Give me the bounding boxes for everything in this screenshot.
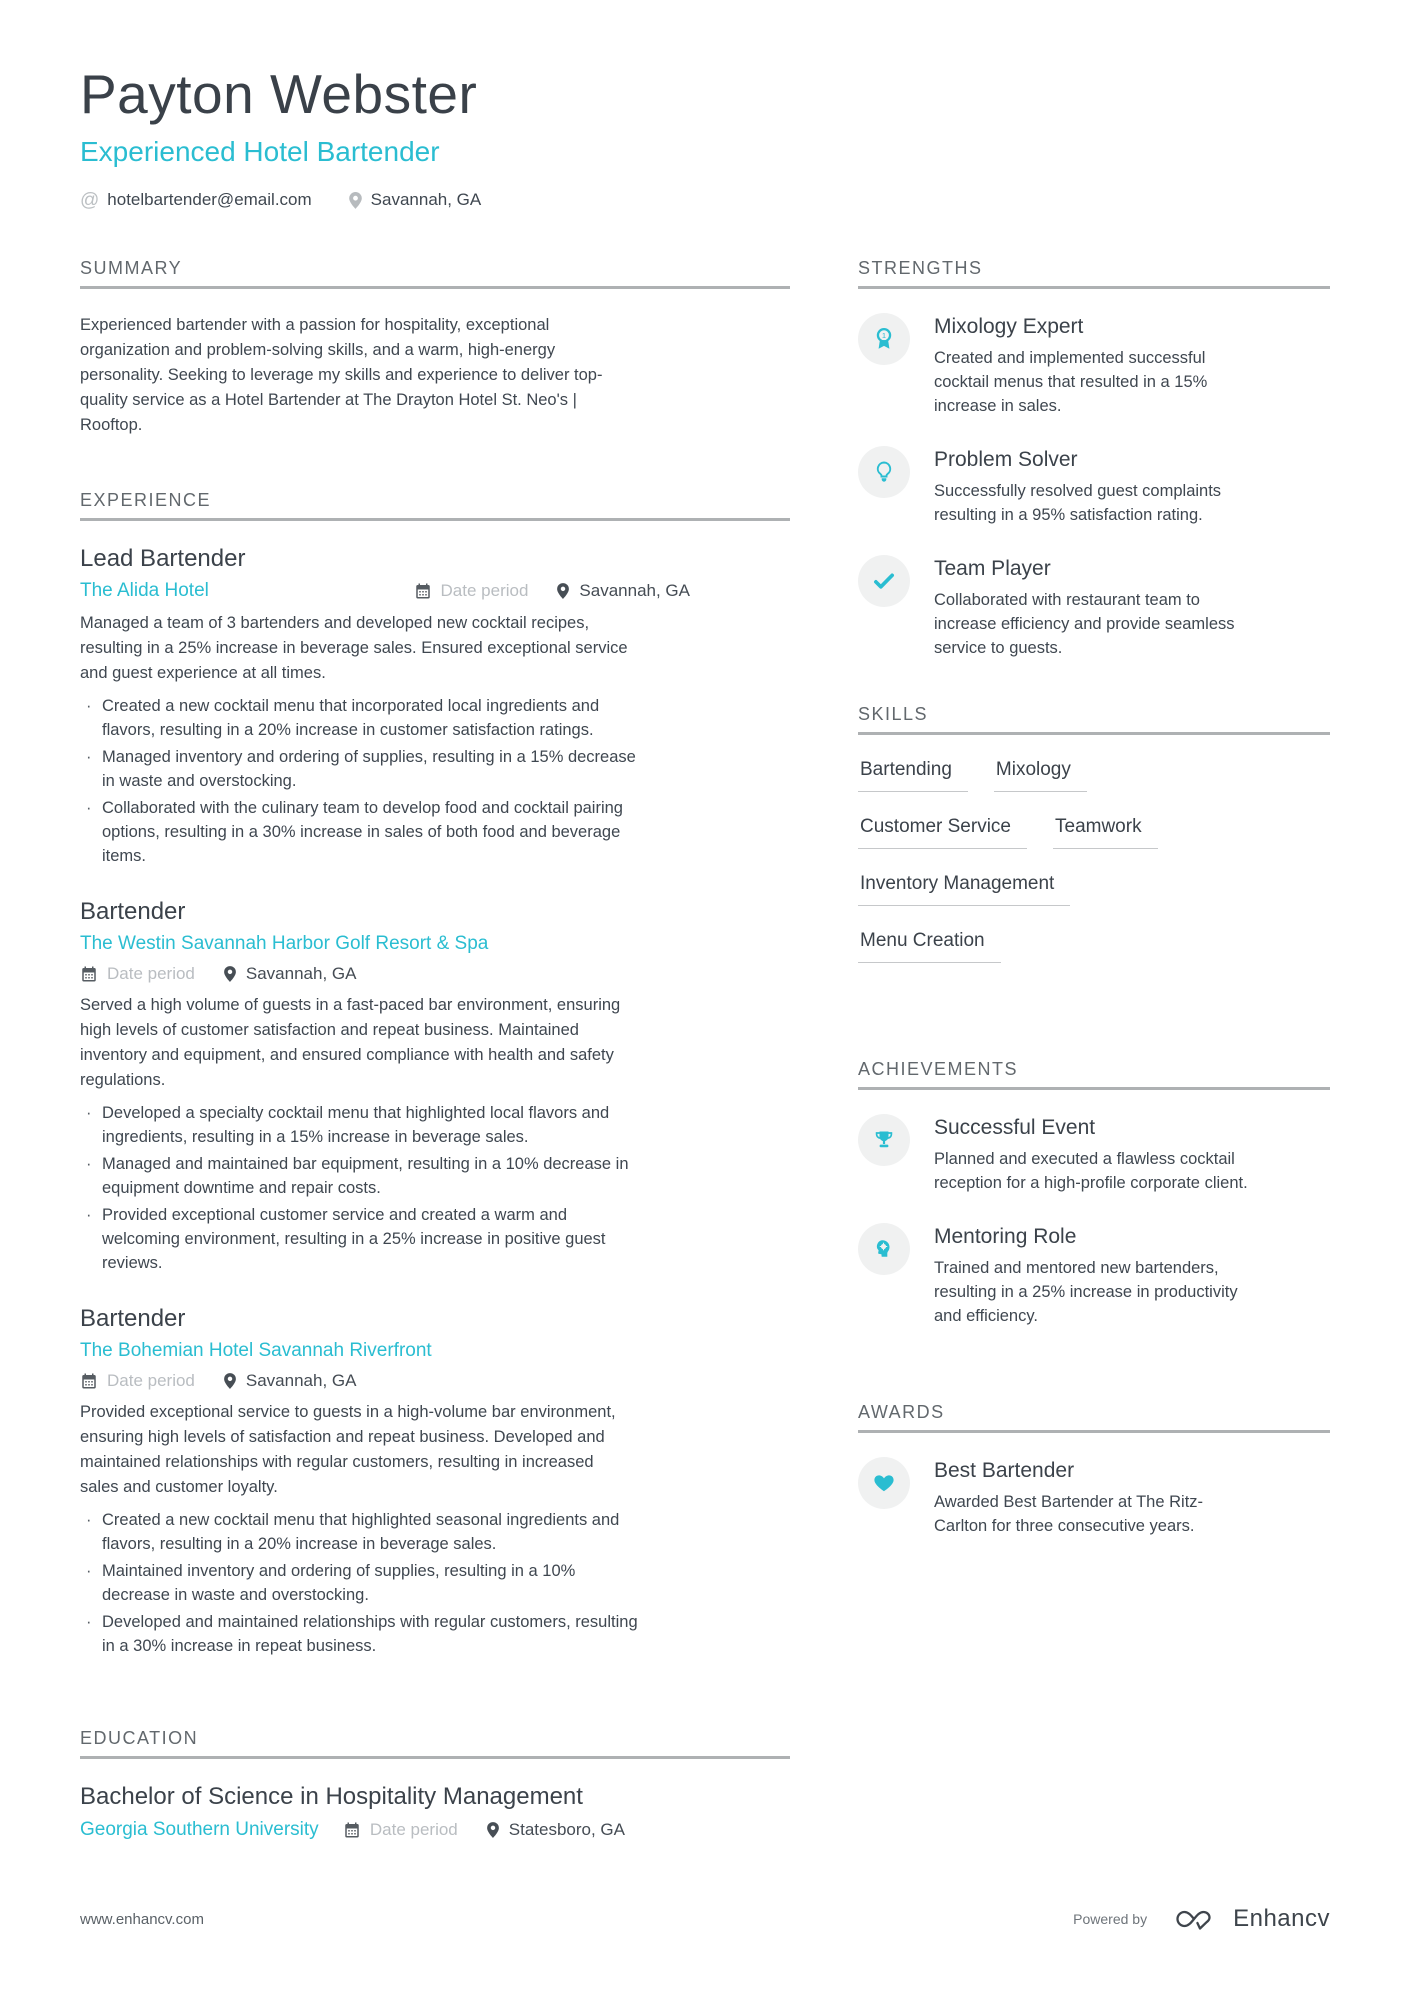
achievement-title: Successful Event [934, 1116, 1096, 1139]
pin-icon [486, 1821, 500, 1839]
person-name: Payton Webster [80, 63, 478, 125]
enhancv-infinity-logo-icon [1171, 1905, 1217, 1933]
job-meta [414, 581, 690, 601]
bullet-item: · Managed inventory and ordering of supplies, resulting in a 15% decrease in waste and overstocking. [80, 745, 642, 793]
experience-section [80, 490, 790, 1658]
bullet-item: · Maintained inventory and ordering of supplies, resulting in a 10% decrease in waste and overstocking. [80, 1559, 642, 1607]
strength-title: Problem Solver [934, 448, 1078, 471]
skills-section [858, 704, 1330, 963]
email-text: hotelbartender@email.com [107, 190, 312, 209]
lightbulb-icon [858, 446, 910, 498]
svg-text:1: 1 [881, 330, 887, 340]
bullet-item: · Developed and maintained relationships with regular customers, resulting in a 30% increase in repeat business. [80, 1610, 642, 1658]
footer-site-link[interactable]: www.enhancv.com [80, 1910, 204, 1928]
strength-title: Mixology Expert [934, 315, 1084, 338]
strength-title: Team Player [934, 557, 1051, 580]
achievements-heading: ACHIEVEMENTS [858, 1059, 1330, 1090]
strength-text: Successfully resolved guest complaints resulting in a 95% satisfaction rating. [934, 482, 1222, 524]
job-title: Bartender [80, 898, 186, 925]
bullet-item: · Created a new cocktail menu that highlighted seasonal ingredients and flavors, resulting in a 20% increase in beverage sales. [80, 1508, 642, 1556]
skills-list [858, 759, 1198, 963]
company-link: The Westin Savannah Harbor Golf Resort & Spa [80, 933, 489, 954]
school-link: Georgia Southern University [80, 1819, 319, 1840]
skill-item: Menu Creation [858, 930, 1001, 963]
bullet-item: · Created a new cocktail menu that incorporated local ingredients and flavors, resulting in a 20% increase in customer satisfaction ratings. [80, 694, 642, 742]
date-period-label: Date period [107, 964, 195, 983]
strength-text: Created and implemented successful cocktail menus that resulted in a 15% increase in sales. [934, 349, 1208, 415]
skills-heading: SKILLS [858, 704, 1330, 735]
strength-text: Collaborated with restaurant team to increase efficiency and provide seamless service to guests. [934, 591, 1235, 657]
calendar-icon [80, 1372, 98, 1390]
enhancv-wordmark: Enhancv [1233, 1905, 1330, 1932]
resume-body [0, 258, 1410, 1893]
pin-icon [556, 582, 570, 600]
job-bullet-list [80, 1508, 642, 1658]
footer-brand[interactable] [1073, 1905, 1330, 1933]
achievement-title: Mentoring Role [934, 1225, 1077, 1248]
skill-item: Customer Service [858, 816, 1027, 849]
education-heading: EDUCATION [80, 1728, 790, 1759]
contact-location [348, 190, 482, 210]
skill-item: Mixology [994, 759, 1087, 792]
achievement-text: Planned and executed a flawless cocktail reception for a high-profile corporate client. [934, 1150, 1248, 1192]
strengths-heading: STRENGTHS [858, 258, 1330, 289]
job-header-row [80, 933, 690, 955]
job-title: Bartender [80, 1305, 186, 1332]
bullet-item: · Developed a specialty cocktail menu that highlighted local flavors and ingredients, resulting in a 15% increase in beverage sales. [80, 1101, 642, 1149]
checkmark-icon [858, 555, 910, 607]
education-meta [343, 1820, 625, 1840]
education-header-row [80, 1819, 625, 1841]
education-section [80, 1728, 790, 1841]
heart-icon [858, 1457, 910, 1509]
calendar-icon [80, 965, 98, 983]
job-meta [80, 1371, 790, 1391]
summary-text: Experienced bartender with a passion for hospitality, exceptional organization and problem-solving skills, and a warm, high-energy personality. Seeking to leverage my skills and experience to deliver top-quality service as a Hotel Bartender at The Drayton Hotel St. Neo's | Rooftop. [80, 316, 603, 434]
date-period-label: Date period [107, 1371, 195, 1390]
job-title: Lead Bartender [80, 545, 246, 572]
job-bullet-list [80, 694, 642, 868]
achievement-item [858, 1223, 1330, 1328]
mentoring-head-icon [858, 1223, 910, 1275]
pin-icon [223, 1372, 237, 1390]
date-period-label: Date period [440, 581, 529, 600]
left-column [80, 258, 790, 1893]
company-link: The Alida Hotel [80, 580, 209, 601]
pin-icon [223, 965, 237, 983]
strength-item [858, 555, 1330, 660]
job-summary: Served a high volume of guests in a fast-paced bar environment, ensuring high levels of customer satisfaction and repeat business. Maintained inventory and equipment, and ensured compliance with health and safety regulations. [80, 996, 621, 1089]
bullet-item: · Managed and maintained bar equipment, resulting in a 10% decrease in equipment downtime and repair costs. [80, 1152, 642, 1200]
awards-section [858, 1402, 1330, 1538]
calendar-icon [414, 582, 432, 600]
award-title: Best Bartender [934, 1459, 1075, 1482]
skill-item: Inventory Management [858, 873, 1070, 906]
trophy-icon [858, 1114, 910, 1166]
location-text: Savannah, GA [370, 190, 482, 209]
skill-item: Bartending [858, 759, 968, 792]
company-link: The Bohemian Hotel Savannah Riverfront [80, 1340, 432, 1361]
achievements-section [858, 1059, 1330, 1328]
job-summary: Provided exceptional service to guests in a high-volume bar environment, ensuring high levels of satisfaction and repeat business. Developed and maintained relationships with regular customers, resulting in increased sales and customer loyalty. [80, 1403, 616, 1496]
bullet-item: · Collaborated with the culinary team to develop food and cocktail pairing options, resulting in a 30% increase in sales of both food and beverage items. [80, 796, 642, 868]
job-summary: Managed a team of 3 bartenders and developed new cocktail recipes, resulting in a 25% increase in beverage sales. Ensured exceptional service and guest experience at all times. [80, 614, 628, 682]
experience-heading: EXPERIENCE [80, 490, 790, 521]
award-item [858, 1457, 1330, 1538]
award-text: Awarded Best Bartender at The Ritz-Carlton for three consecutive years. [934, 1493, 1204, 1535]
job-header-row [80, 1340, 690, 1362]
achievement-text: Trained and mentored new bartenders, resulting in a 25% increase in productivity and efficiency. [934, 1259, 1238, 1325]
location-pin-icon [348, 191, 363, 210]
medal-icon [858, 313, 910, 365]
strength-item [858, 313, 1330, 418]
calendar-icon [343, 1821, 361, 1839]
job-location: Savannah, GA [245, 964, 357, 983]
right-column [858, 258, 1330, 1893]
job-bullet-list [80, 1101, 642, 1275]
experience-item [80, 545, 790, 868]
email-at-icon: @ [80, 189, 100, 211]
degree-title: Bachelor of Science in Hospitality Management [80, 1783, 583, 1810]
summary-heading: SUMMARY [80, 258, 790, 289]
resume-header [0, 0, 1410, 210]
date-period-label: Date period [369, 1820, 458, 1839]
job-location: Savannah, GA [579, 581, 690, 600]
experience-item [80, 898, 790, 1275]
contact-row [80, 190, 1330, 210]
strength-item [858, 446, 1330, 527]
bullet-item: · Provided exceptional customer service and created a warm and welcoming environment, resulting in a 25% increase in positive guest reviews. [80, 1203, 642, 1275]
achievement-item [858, 1114, 1330, 1195]
skill-item: Teamwork [1053, 816, 1158, 849]
job-meta [80, 964, 790, 984]
experience-item [80, 1305, 790, 1658]
summary-section [80, 258, 790, 438]
contact-email [80, 190, 312, 210]
job-location: Savannah, GA [245, 1371, 357, 1390]
page-footer [80, 1905, 1330, 1933]
education-location: Statesboro, GA [508, 1820, 625, 1839]
person-job-title: Experienced Hotel Bartender [80, 136, 440, 167]
job-header-row [80, 580, 690, 602]
strengths-section [858, 258, 1330, 660]
awards-heading: AWARDS [858, 1402, 1330, 1433]
powered-by-label: Powered by [1073, 1911, 1148, 1927]
